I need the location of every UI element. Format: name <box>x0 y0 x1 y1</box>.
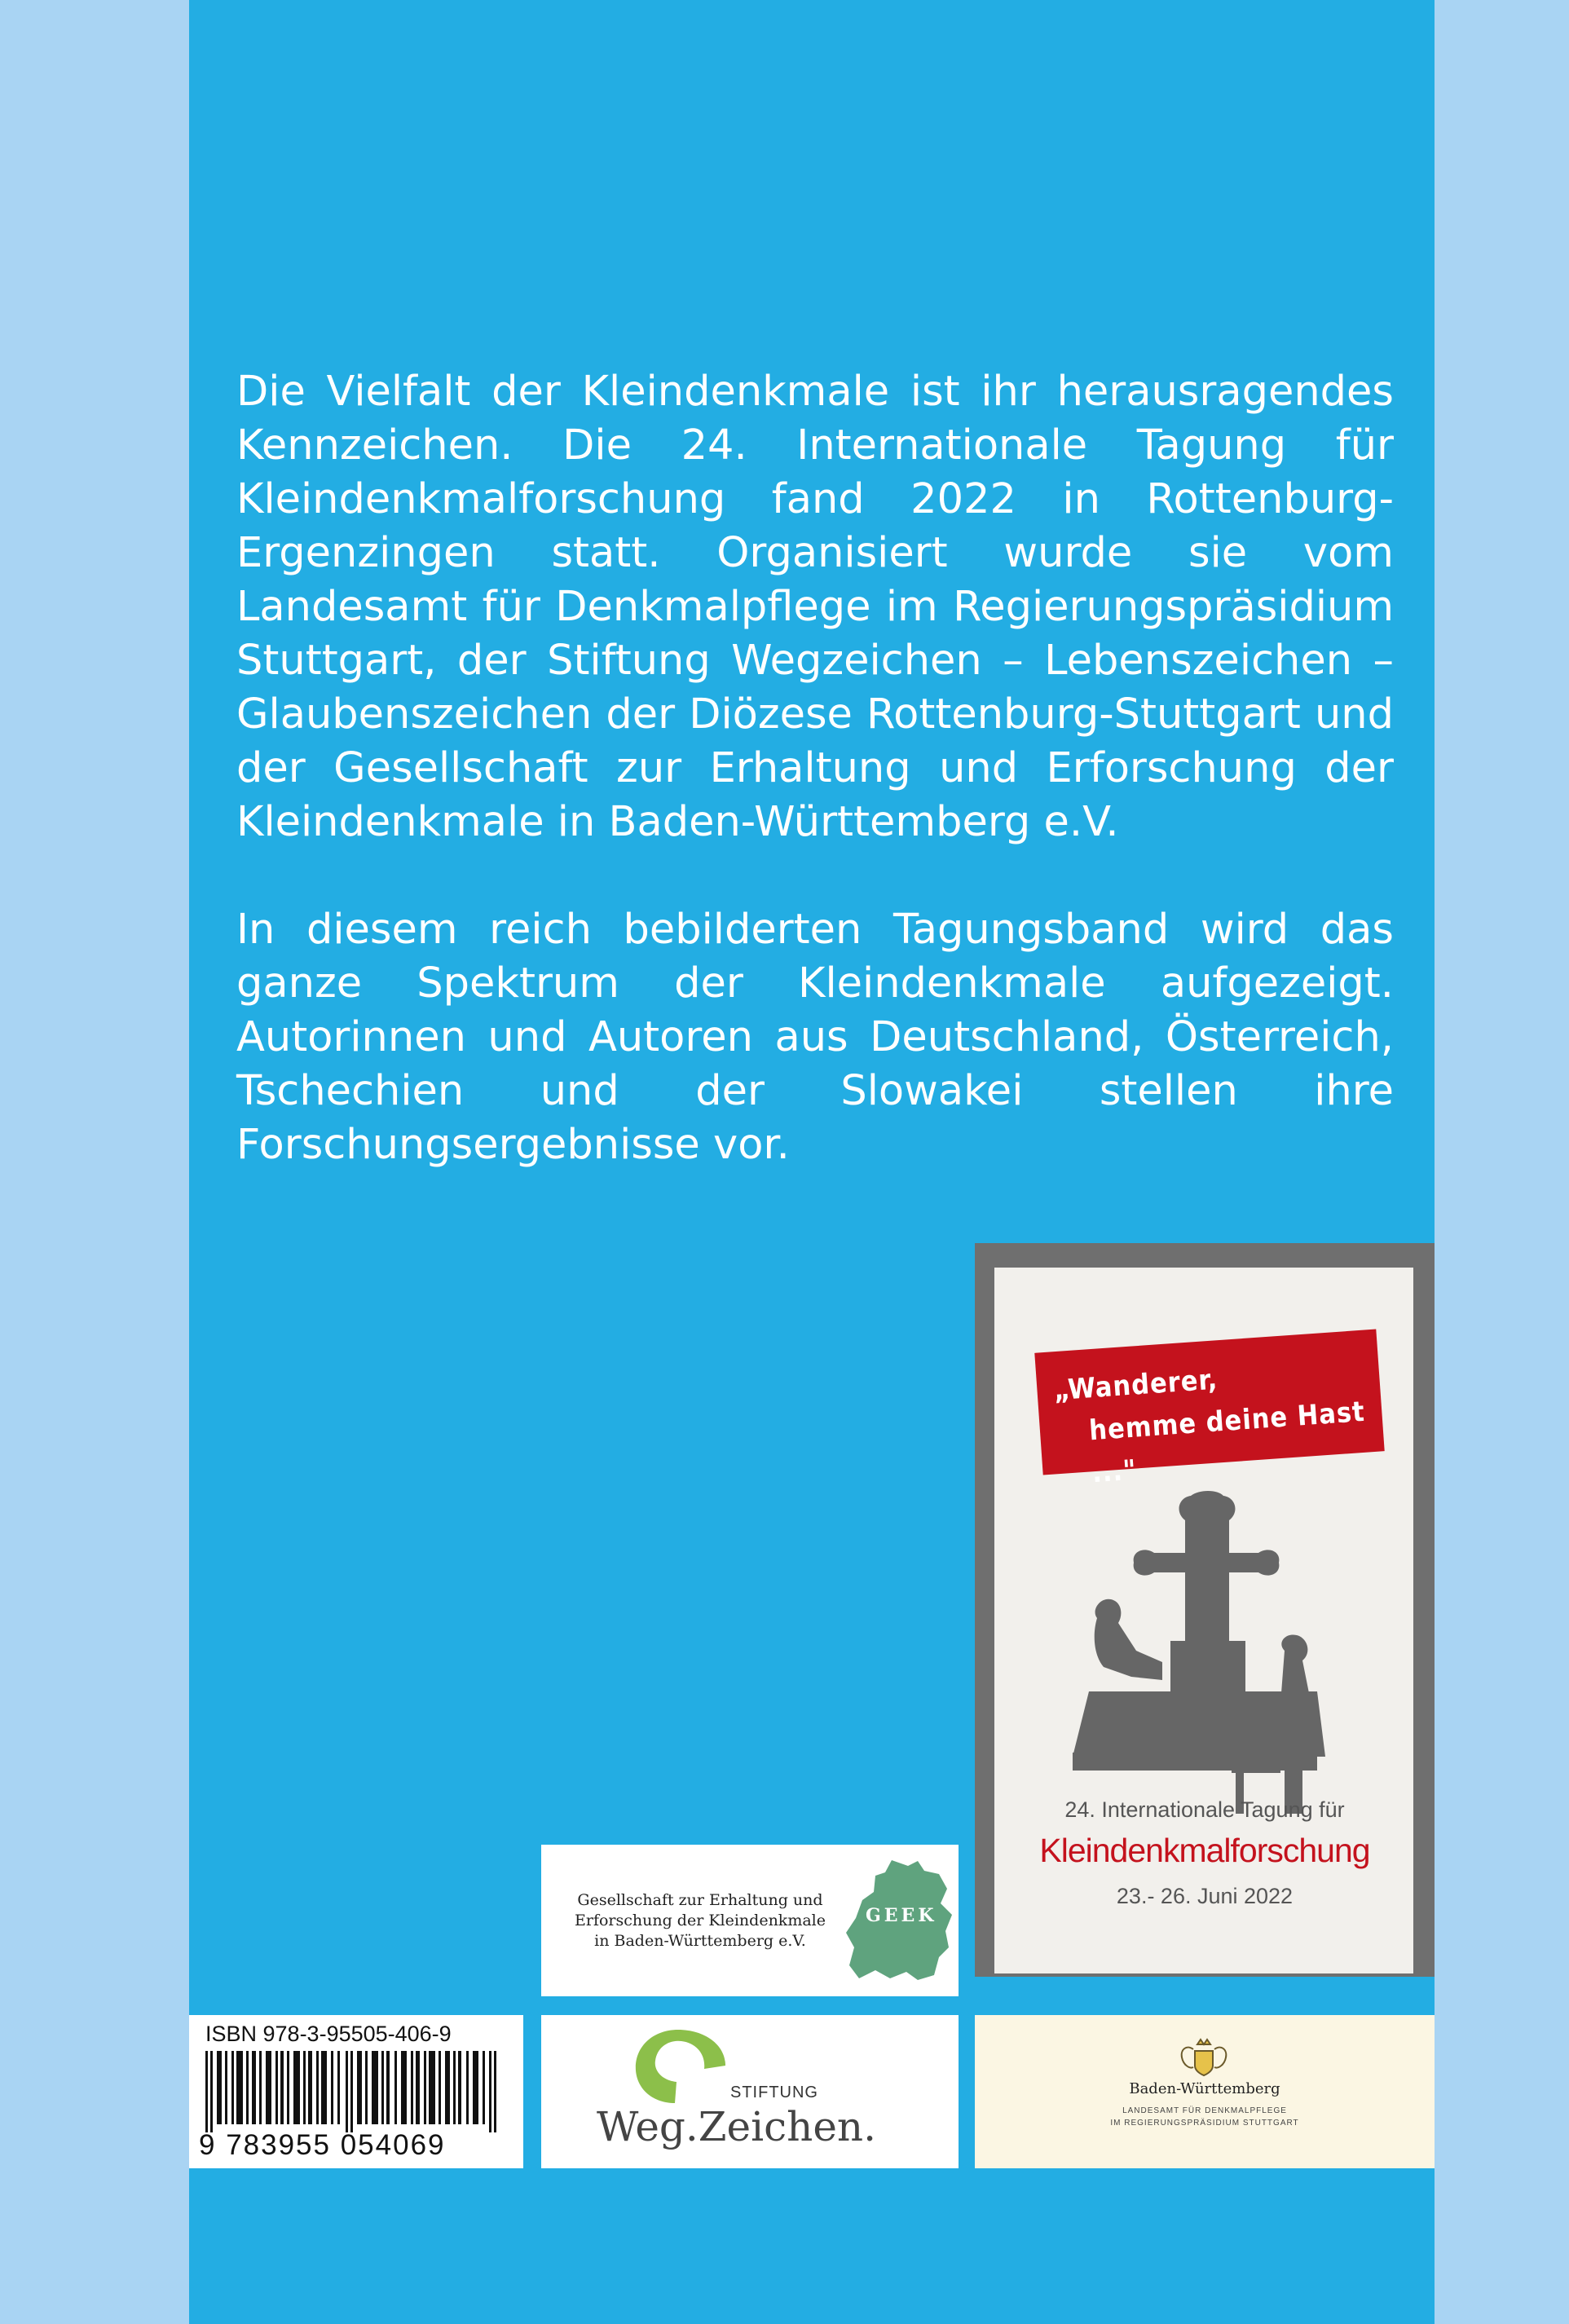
poster-date: 23.- 26. Juni 2022 <box>1116 1884 1294 1908</box>
blurb-paragraph-1: Die Vielfalt der Kleindenkmale ist ihr herausragendes Kennzeichen. Die 24. Internationale Tagung für Kleindenkmalforschung fand 2022 in Rottenburg-Ergenzingen statt. Organisiert wurde sie vom Landesamt für Denkmalpflege im Regierungspräsidium Stuttgart, der Stiftung Wegzeichen – Lebenszeichen – Glaubenszeichen der Diözese Rottenburg-Stuttgart und der Gesellschaft zur Erhaltung und Erforschung der Kleindenkmale in Baden-Württemberg e.V. <box>236 368 1394 846</box>
geek-name <box>549 1890 851 1951</box>
banner-line-2: hemme deine Hast ..." <box>1087 1395 1366 1490</box>
stiftung-name: Weg.Zeichen. <box>597 2103 877 2150</box>
isbn-label: ISBN 978-3-95505-406-9 <box>205 2022 452 2046</box>
isbn-barcode-block <box>189 2015 523 2168</box>
banner-slogan <box>1052 1348 1370 1497</box>
bw-name: Baden-Württemberg <box>1129 2080 1280 2097</box>
barcode <box>205 2051 507 2132</box>
blurb-text <box>236 365 1394 1172</box>
stiftung-cross-icon <box>629 2025 727 2106</box>
bw-agency <box>975 2105 1435 2129</box>
stiftung-wegzeichen-logo <box>541 2015 959 2168</box>
isbn-digits: 9 783955 054069 <box>199 2129 446 2161</box>
cross-monument-illustration <box>1040 1488 1366 1830</box>
banner-line-1: „Wanderer, <box>1052 1363 1219 1408</box>
poster-subtitle: 24. Internationale Tagung für <box>1064 1797 1345 1822</box>
geek-line-1: Gesellschaft zur Erhaltung und <box>577 1891 823 1909</box>
geek-logo <box>541 1845 959 1996</box>
geek-line-2: Erforschung der Kleindenkmale <box>575 1912 826 1929</box>
blurb-paragraph-2: In diesem reich bebilderten Tagungsband wird das ganze Spektrum der Kleindenkmale aufgezeigt. Autorinnen und Autoren aus Deutschland, Österreich, Tschechien und der Slowakei stellen ihre Forschungsergebnisse vor. <box>236 906 1394 1169</box>
conference-poster <box>975 1243 1435 1977</box>
geek-line-3: in Baden-Württemberg e.V. <box>594 1932 806 1950</box>
geek-mark: GEEK <box>866 1905 937 1926</box>
bw-agency-line-1: LANDESAMT FÜR DENKMALPFLEGE <box>1122 2106 1287 2115</box>
baden-wuerttemberg-map-icon <box>843 1856 957 1987</box>
coat-of-arms-icon <box>1175 2038 1232 2079</box>
poster-title: Kleindenkmalforschung <box>1039 1832 1370 1869</box>
baden-wuerttemberg-logo <box>975 2015 1435 2168</box>
bw-agency-line-2: IM REGIERUNGSPRÄSIDIUM STUTTGART <box>1110 2119 1299 2128</box>
stiftung-label: STIFTUNG <box>730 2084 818 2101</box>
